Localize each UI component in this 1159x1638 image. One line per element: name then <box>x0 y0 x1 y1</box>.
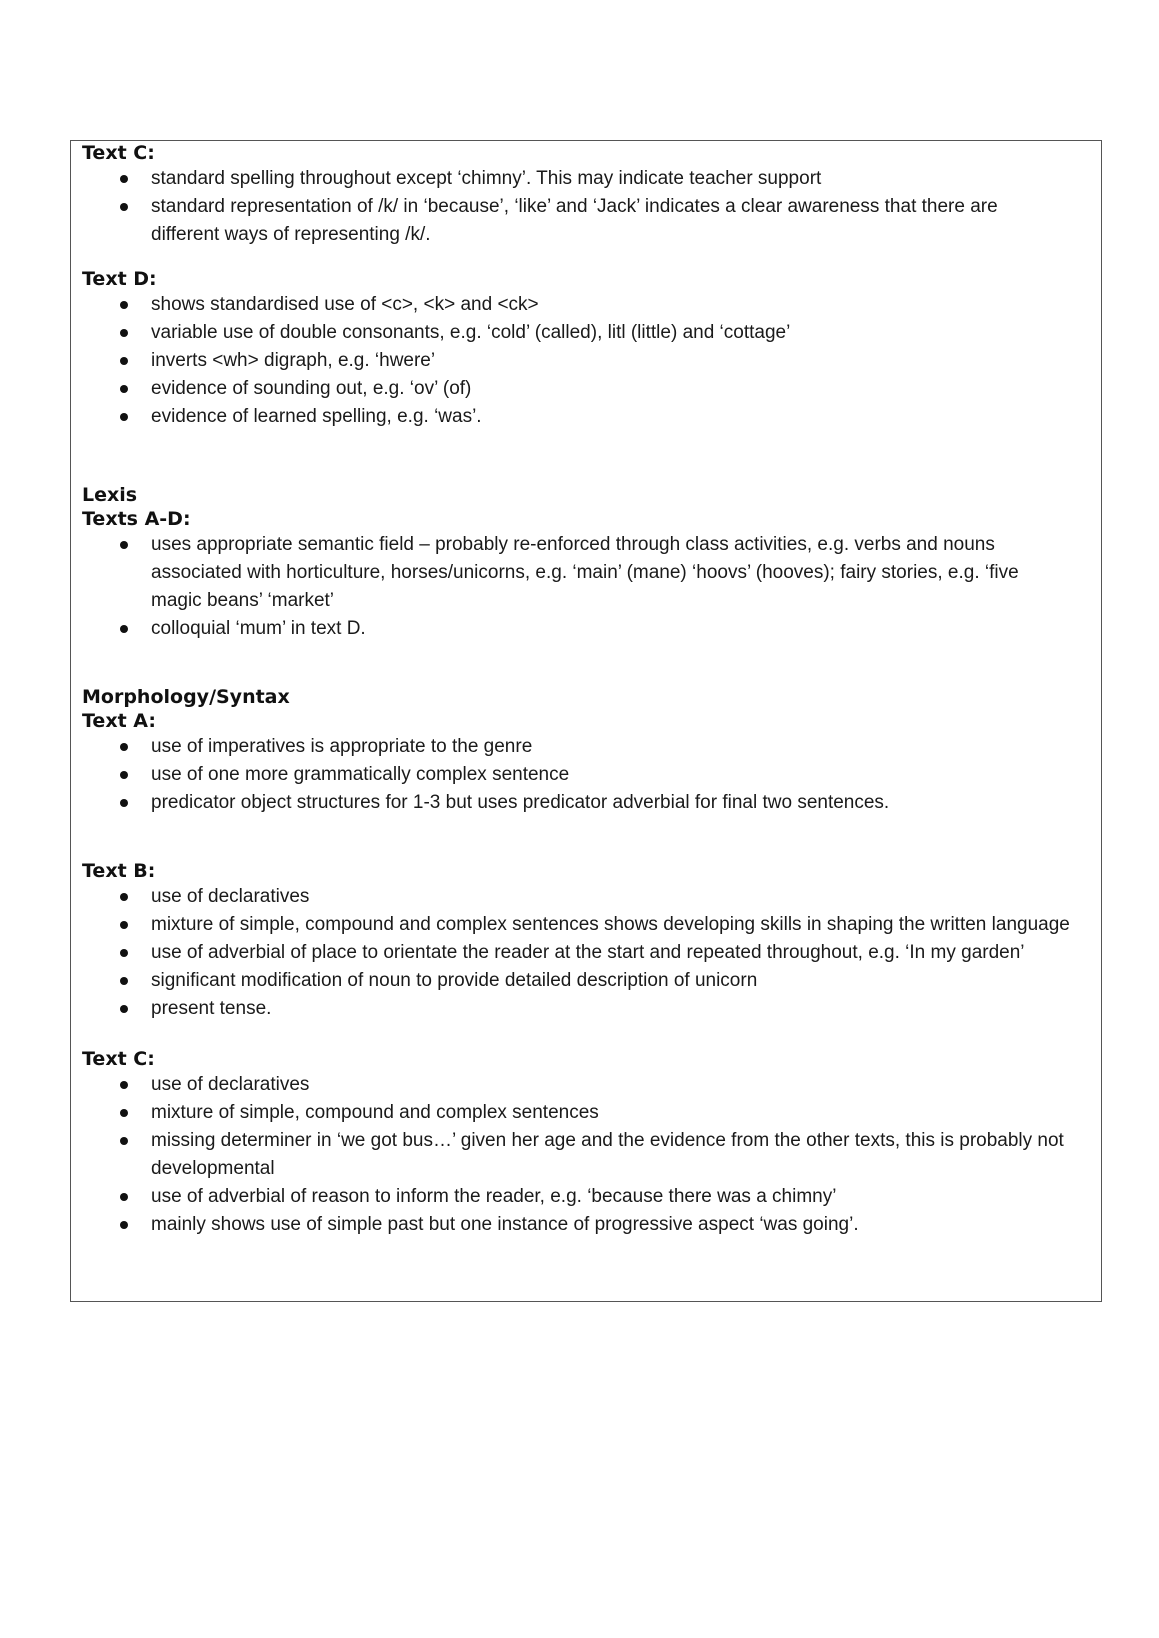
morphology-syntax-title: Morphology/Syntax <box>82 686 290 708</box>
list-item: use of adverbial of place to orientate the reader at the start and repeated throughout, e.g. ‘In my garden’ <box>82 939 1101 967</box>
texts-a-d-heading: Texts A-D: <box>82 508 191 530</box>
bullet-icon <box>120 771 128 779</box>
mark-scheme-box <box>70 140 1102 1302</box>
list-item: uses appropriate semantic field – probably re-enforced through class activities, e.g. verbs and nouns associated with horticulture, horses/unicorns, e.g. ‘main’ (mane) ‘hoovs’ (hooves); fairy stories, e.g. ‘five magic beans’ ‘market’ <box>82 531 1101 615</box>
bullet-icon <box>120 541 128 549</box>
list-item: standard representation of /k/ in ‘because’, ‘like’ and ‘Jack’ indicates a clear awareness that there are different ways of representing /k/. <box>82 193 1101 249</box>
list-item: use of imperatives is appropriate to the genre <box>82 733 1101 761</box>
list-item: evidence of learned spelling, e.g. ‘was’. <box>82 403 1101 431</box>
bullet-icon <box>120 329 128 337</box>
text-c-syntax-list <box>82 1071 1101 1239</box>
bullet-icon <box>120 1109 128 1117</box>
lexis-title: Lexis <box>82 484 138 506</box>
list-item: predicator object structures for 1-3 but uses predicator adverbial for final two sentences. <box>82 789 1101 817</box>
lexis-list <box>82 531 1101 643</box>
list-item: mainly shows use of simple past but one instance of progressive aspect ‘was going’. <box>82 1211 1101 1239</box>
text-c-spelling-list <box>82 165 1101 249</box>
bullet-icon <box>120 1137 128 1145</box>
bullet-icon <box>120 949 128 957</box>
list-item: use of declaratives <box>82 1071 1101 1099</box>
list-item: mixture of simple, compound and complex sentences shows developing skills in shaping the written language <box>82 911 1101 939</box>
bullet-icon <box>120 301 128 309</box>
text-c-syntax-heading: Text C: <box>82 1048 155 1070</box>
text-d-spelling-list <box>82 291 1101 431</box>
bullet-icon <box>120 1081 128 1089</box>
text-a-list <box>82 733 1101 817</box>
bullet-icon <box>120 921 128 929</box>
list-item: standard spelling throughout except ‘chimny’. This may indicate teacher support <box>82 165 1101 193</box>
bullet-icon <box>120 977 128 985</box>
bullet-icon <box>120 357 128 365</box>
list-item: shows standardised use of <c>, <k> and <ck> <box>82 291 1101 319</box>
bullet-icon <box>120 1193 128 1201</box>
list-item: colloquial ‘mum’ in text D. <box>82 615 1101 643</box>
list-item: variable use of double consonants, e.g. ‘cold’ (called), litl (little) and ‘cottage’ <box>82 319 1101 347</box>
text-d-heading: Text D: <box>82 268 157 290</box>
text-a-heading: Text A: <box>82 710 156 732</box>
list-item: use of one more grammatically complex sentence <box>82 761 1101 789</box>
text-b-list <box>82 883 1101 1023</box>
bullet-icon <box>120 743 128 751</box>
list-item: use of declaratives <box>82 883 1101 911</box>
text-c-heading: Text C: <box>82 142 155 164</box>
bullet-icon <box>120 385 128 393</box>
bullet-icon <box>120 893 128 901</box>
bullet-icon <box>120 625 128 633</box>
bullet-icon <box>120 413 128 421</box>
list-item: mixture of simple, compound and complex sentences <box>82 1099 1101 1127</box>
list-item: significant modification of noun to provide detailed description of unicorn <box>82 967 1101 995</box>
list-item: present tense. <box>82 995 1101 1023</box>
list-item: inverts <wh> digraph, e.g. ‘hwere’ <box>82 347 1101 375</box>
list-item: use of adverbial of reason to inform the reader, e.g. ‘because there was a chimny’ <box>82 1183 1101 1211</box>
bullet-icon <box>120 799 128 807</box>
list-item: evidence of sounding out, e.g. ‘ov’ (of) <box>82 375 1101 403</box>
bullet-icon <box>120 203 128 211</box>
list-item: missing determiner in ‘we got bus…’ given her age and the evidence from the other texts, this is probably not developmental <box>82 1127 1101 1183</box>
bullet-icon <box>120 1005 128 1013</box>
bullet-icon <box>120 175 128 183</box>
bullet-icon <box>120 1221 128 1229</box>
text-b-heading: Text B: <box>82 860 156 882</box>
